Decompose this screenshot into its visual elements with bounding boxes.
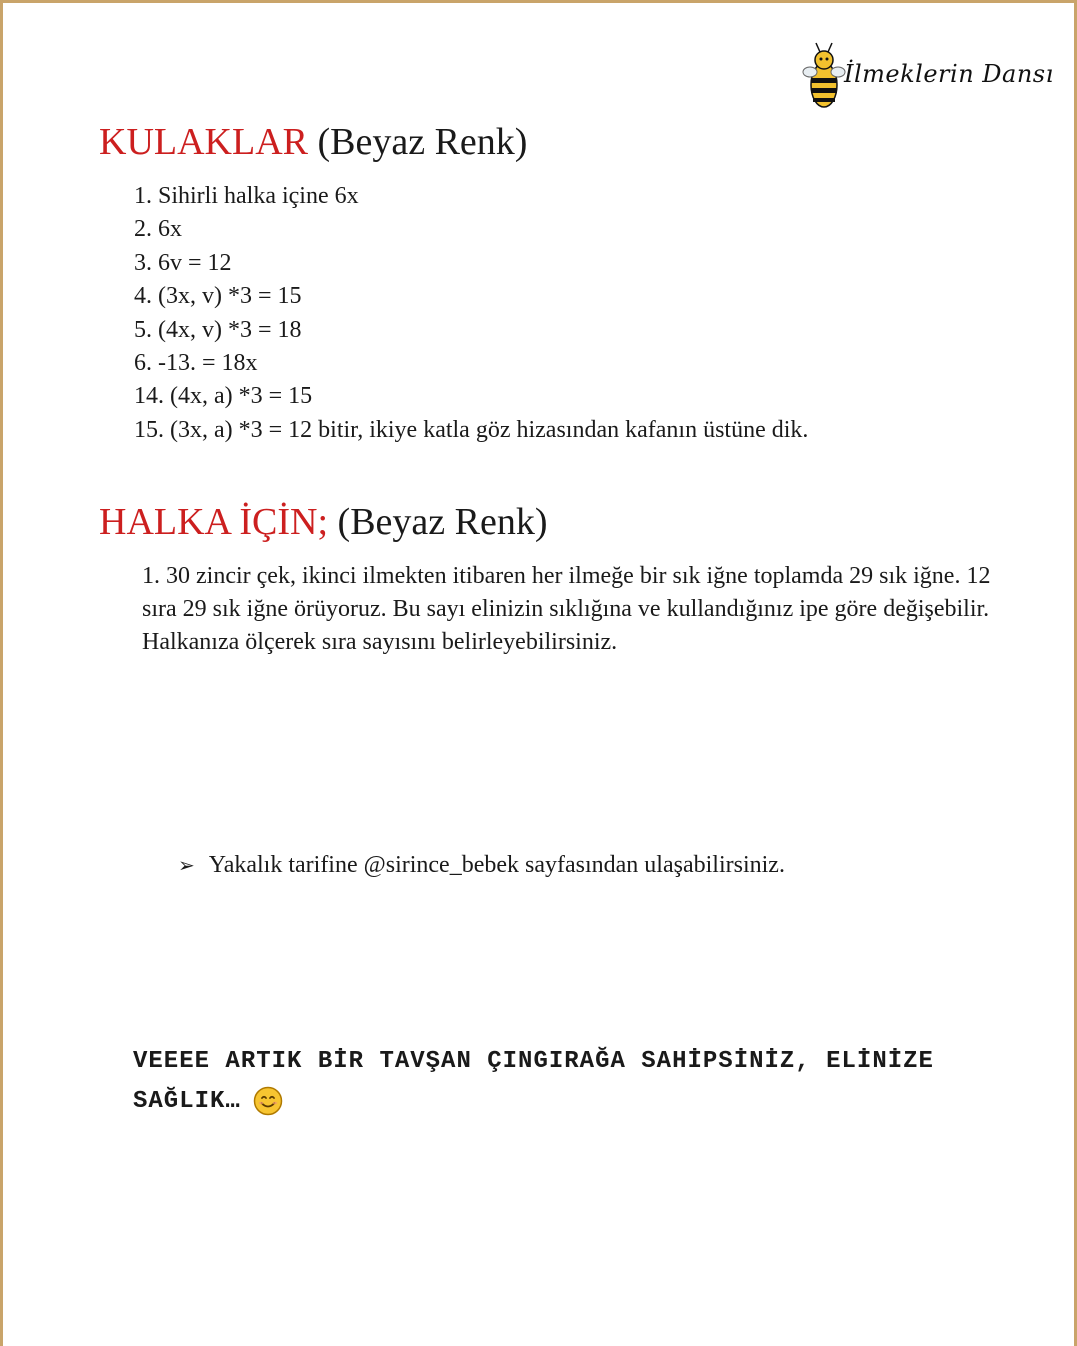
- smiley-icon: [253, 1086, 283, 1116]
- halka-title-red: HALKA İÇİN;: [99, 501, 329, 543]
- halka-title: [99, 500, 548, 544]
- step-item: 15. (3x, a) *3 = 12 bitir, ikiye katla göz hizasından kafanın üstüne dik.: [134, 416, 809, 443]
- note-text: Yakalık tarifine @sirince_bebek sayfasından ulaşabilirsiniz.: [208, 852, 785, 878]
- logo: [800, 40, 1054, 115]
- kulaklar-title-color: (Beyaz Renk): [317, 121, 528, 163]
- step-item: 1. Sihirli halka içine 6x: [134, 183, 359, 209]
- step-item: 5. (4x, v) *3 = 18: [134, 316, 302, 343]
- step-item: 4. (3x, v) *3 = 15: [134, 283, 302, 310]
- closing-text: VEEEE ARTIK BİR TAVŞAN ÇINGIRAĞA SAHİPSİNİZ, ELİNİZE SAĞLIK…: [133, 1048, 934, 1115]
- arrow-bullet-icon: ➢: [178, 853, 195, 877]
- note-line: [178, 852, 785, 879]
- step-item: 14. (4x, a) *3 = 15: [134, 383, 313, 410]
- logo-text: İlmeklerin Dansı: [844, 60, 1054, 88]
- kulaklar-title-red: KULAKLAR: [99, 121, 308, 163]
- halka-title-color: (Beyaz Renk): [337, 501, 548, 543]
- step-item: 2. 6x: [134, 216, 182, 243]
- kulaklar-steps: [134, 180, 808, 447]
- step-item: 3. 6v = 12: [134, 249, 232, 276]
- closing-message: [133, 1042, 993, 1122]
- kulaklar-title: [99, 120, 527, 164]
- bee-icon: [802, 40, 846, 112]
- halka-instructions: 1. 30 zincir çek, ikinci ilmekten itibaren her ilmeğe bir sık iğne toplamda 29 sık iğne. 12 sıra 29 sık iğne örüyoruz. Bu sayı elinizin sıklığına ve kullandığınız ipe göre değişebilir. Halkanıza ölçerek sıra sayısını belirleyebilirsiniz.: [142, 563, 991, 655]
- step-item: 6. -13. = 18x: [134, 350, 258, 377]
